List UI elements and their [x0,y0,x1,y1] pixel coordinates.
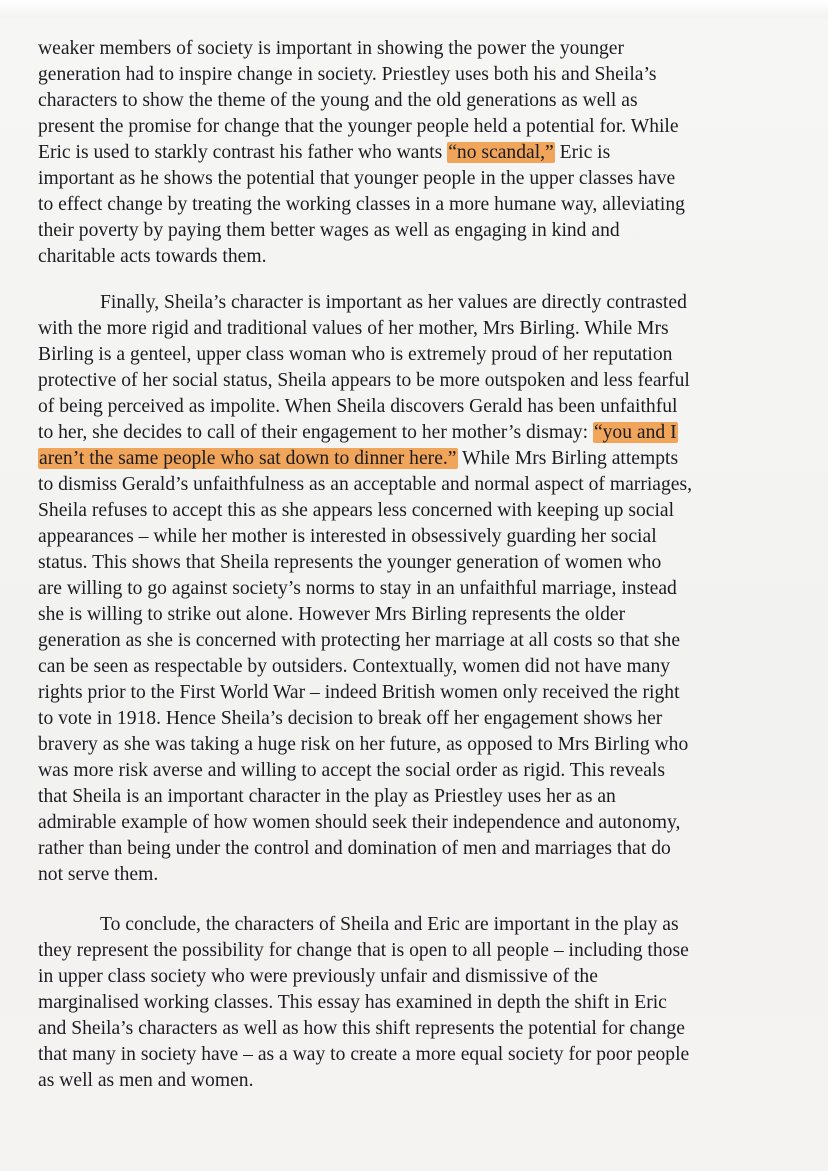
paragraph-2 [38,290,790,888]
text-line: that many in society have – as a way to create a more equal society for poor people [38,1044,690,1065]
text-line: they represent the possibility for change that is open to all people – including those [38,940,689,961]
text-line: can be seen as respectable by outsiders. Contextually, women did not have many [38,656,671,677]
text-line: generation as she is concerned with protecting her marriage at all costs so that she [38,630,681,651]
highlighted-quote-no-scandal: “no scandal,” [448,142,554,163]
text-line: with the more rigid and traditional values of her mother, Mrs Birling. While Mrs [38,318,669,339]
text-line: important as he shows the potential that younger people in the upper classes have [38,168,676,189]
text-line: admirable example of how women should seek their independence and autonomy, [38,812,681,833]
text-line: in upper class society who were previously unfair and dismissive of the [38,966,598,987]
text-line: of being perceived as impolite. When Sheila discovers Gerald has been unfaithful [38,396,678,417]
text-line: are willing to go against society’s norms to stay in an unfaithful marriage, instead [38,578,677,599]
text-line: protective of her social status, Sheila appears to be more outspoken and less fearful [38,370,690,391]
text-line: characters to show the theme of the young and the old generations as well as [38,90,638,111]
text-line [38,446,790,472]
text-line: appearances – while her mother is interested in obsessively guarding her social [38,526,657,547]
text-line: present the promise for change that the younger people held a potential for. While [38,116,679,137]
page-top-edge [0,0,828,18]
paragraph-3 [38,912,790,1094]
text-line: Finally, Sheila’s character is important as her values are directly contrasted [100,292,687,313]
text-line: bravery as she was taking a huge risk on her future, as opposed to Mrs Birling who [38,734,689,755]
paragraph-1 [38,36,790,270]
highlighted-quote-part-2: aren’t the same people who sat down to dinner here.” [39,448,457,469]
text-line: Birling is a genteel, upper class woman who is extremely proud of her reputation [38,344,673,365]
text-line: not serve them. [38,864,159,885]
text-segment: Eric is [554,142,611,163]
text-line: weaker members of society is important in showing the power the younger [38,38,625,59]
text-line: she is willing to strike out alone. However Mrs Birling represents the older [38,604,626,625]
text-line: To conclude, the characters of Sheila and Eric are important in the play as [100,914,679,935]
text-segment: to her, she decides to call of their engagement to her mother’s dismay: [38,422,593,443]
text-line [38,140,790,166]
text-line [38,420,790,446]
text-line: their poverty by paying them better wages as well as engaging in kind and [38,220,620,241]
text-segment: While Mrs Birling attempts [457,448,679,469]
text-line: and Sheila’s characters as well as how this shift represents the potential for change [38,1018,685,1039]
text-line: charitable acts towards them. [38,246,267,267]
text-line: rather than being under the control and domination of men and marriages that do [38,838,671,859]
text-line: that Sheila is an important character in the play as Priestley uses her as an [38,786,616,807]
text-line: was more risk averse and willing to accept the social order as rigid. This reveals [38,760,665,781]
text-line: generation had to inspire change in society. Priestley uses both his and Sheila’s [38,64,657,85]
text-line: marginalised working classes. This essay has examined in depth the shift in Eric [38,992,667,1013]
highlighted-quote-part-1: “you and I [593,422,677,443]
text-line: Sheila refuses to accept this as she appears less concerned with keeping up social [38,500,675,521]
text-line: as well as men and women. [38,1070,254,1091]
text-line: status. This shows that Sheila represents the younger generation of women who [38,552,662,573]
text-line: to dismiss Gerald’s unfaithfulness as an acceptable and normal aspect of marriages, [38,474,692,495]
text-line: to vote in 1918. Hence Sheila’s decision to break off her engagement shows her [38,708,663,729]
text-line: to effect change by treating the working classes in a more humane way, alleviating [38,194,685,215]
text-line: rights prior to the First World War – indeed British women only received the right [38,682,680,703]
text-segment: Eric is used to starkly contrast his father who wants [38,142,448,163]
